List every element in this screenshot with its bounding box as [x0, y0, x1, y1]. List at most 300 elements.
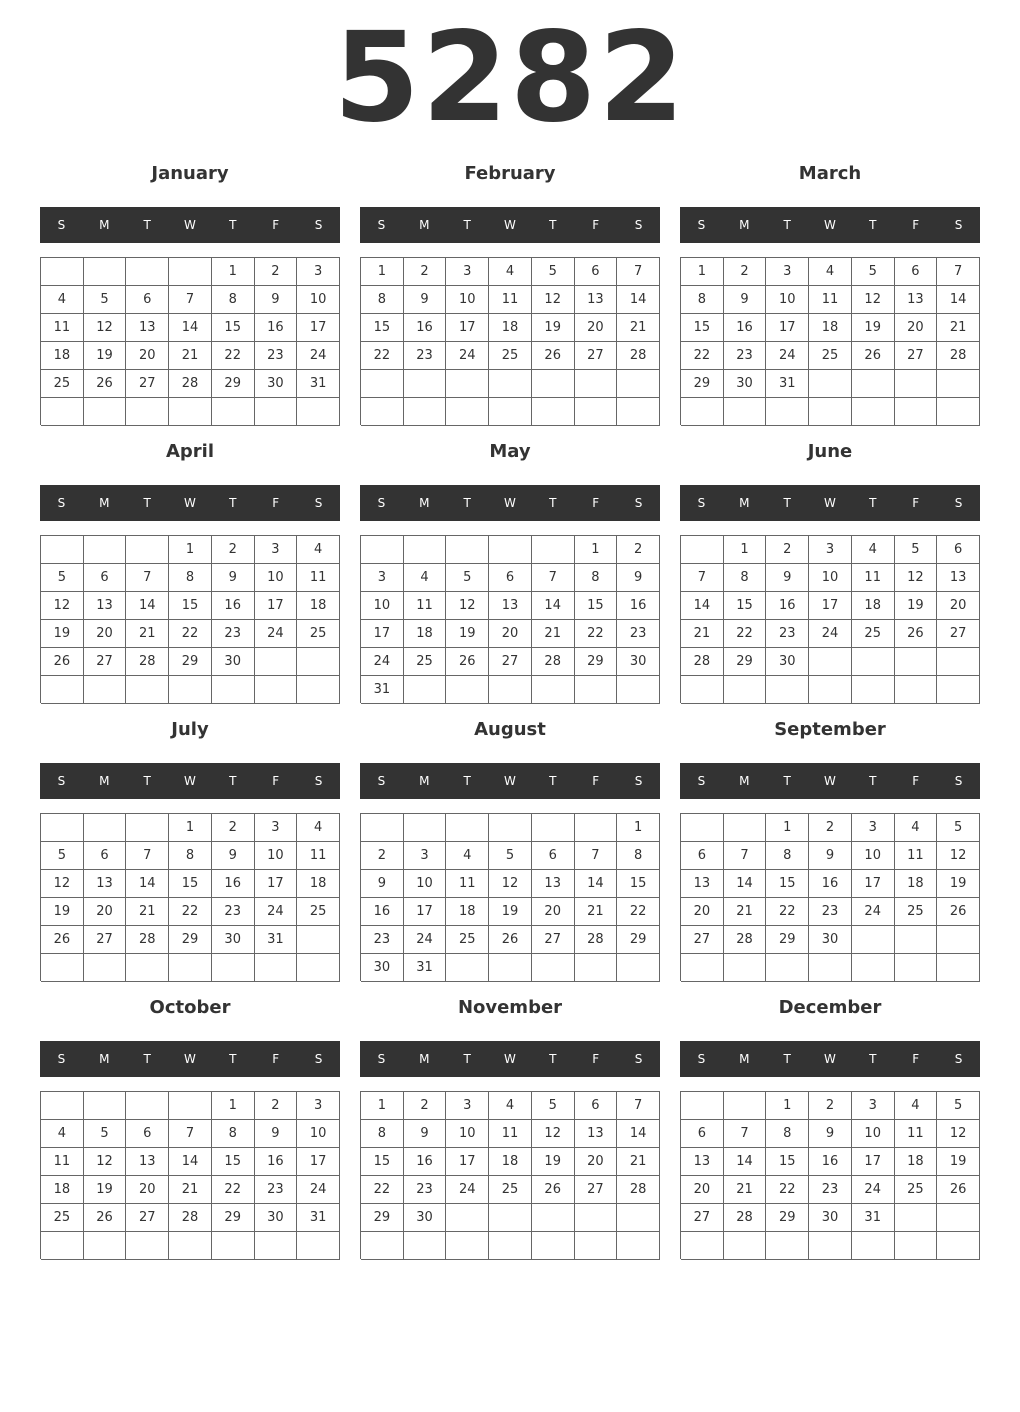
weekday-label: W	[504, 1052, 516, 1066]
day-cell: 21	[617, 314, 660, 342]
day-cell: 23	[809, 1176, 852, 1204]
empty-day-cell	[895, 1204, 938, 1232]
day-cell: 23	[404, 342, 447, 370]
empty-day-cell	[809, 398, 852, 426]
empty-day-cell	[724, 676, 767, 704]
day-cell: 10	[852, 1120, 895, 1148]
day-cell: 12	[84, 314, 127, 342]
day-grid	[680, 1091, 980, 1259]
day-cell: 18	[895, 1148, 938, 1176]
day-cell: 25	[404, 648, 447, 676]
day-cell: 19	[446, 620, 489, 648]
day-cell: 11	[297, 564, 340, 592]
day-cell: 25	[297, 898, 340, 926]
empty-day-cell	[84, 1232, 127, 1260]
day-cell: 25	[895, 1176, 938, 1204]
day-cell: 15	[212, 314, 255, 342]
day-cell: 26	[84, 1204, 127, 1232]
day-cell: 25	[489, 1176, 532, 1204]
empty-day-cell	[575, 814, 618, 842]
day-cell: 16	[617, 592, 660, 620]
empty-day-cell	[852, 398, 895, 426]
day-cell: 27	[681, 1204, 724, 1232]
day-cell: 9	[255, 286, 298, 314]
day-cell: 27	[489, 648, 532, 676]
empty-day-cell	[575, 954, 618, 982]
day-cell: 3	[809, 536, 852, 564]
weekday-label: S	[954, 496, 963, 510]
weekday-label: W	[824, 1052, 836, 1066]
month-name: May	[489, 441, 531, 462]
day-cell: 29	[766, 1204, 809, 1232]
day-cell: 10	[255, 564, 298, 592]
day-cell: 3	[297, 1092, 340, 1120]
weekday-label: M	[739, 218, 750, 232]
empty-day-cell	[937, 954, 980, 982]
day-cell: 28	[724, 926, 767, 954]
day-cell: 12	[41, 870, 84, 898]
day-cell: 18	[809, 314, 852, 342]
day-cell: 9	[809, 1120, 852, 1148]
day-cell: 19	[84, 1176, 127, 1204]
day-cell: 3	[255, 814, 298, 842]
day-cell: 5	[41, 564, 84, 592]
empty-day-cell	[532, 398, 575, 426]
weekday-label: F	[592, 496, 600, 510]
day-cell: 2	[809, 814, 852, 842]
day-cell: 1	[617, 814, 660, 842]
empty-day-cell	[575, 398, 618, 426]
day-cell: 10	[297, 286, 340, 314]
day-cell: 15	[361, 314, 404, 342]
empty-day-cell	[126, 536, 169, 564]
empty-day-cell	[41, 814, 84, 842]
day-cell: 7	[617, 258, 660, 286]
day-cell: 8	[766, 842, 809, 870]
weekday-label: F	[592, 774, 600, 788]
empty-day-cell	[361, 1232, 404, 1260]
day-cell: 12	[446, 592, 489, 620]
empty-day-cell	[297, 954, 340, 982]
empty-day-cell	[84, 398, 127, 426]
day-cell: 5	[532, 1092, 575, 1120]
empty-day-cell	[681, 398, 724, 426]
day-cell: 3	[852, 1092, 895, 1120]
day-cell: 12	[937, 1120, 980, 1148]
day-cell: 19	[937, 1148, 980, 1176]
weekday-label: T	[869, 774, 877, 788]
day-cell: 16	[724, 314, 767, 342]
empty-day-cell	[297, 926, 340, 954]
day-cell: 2	[617, 536, 660, 564]
empty-day-cell	[446, 536, 489, 564]
day-cell: 27	[532, 926, 575, 954]
day-cell: 1	[212, 258, 255, 286]
day-cell: 3	[361, 564, 404, 592]
day-cell: 15	[212, 1148, 255, 1176]
day-cell: 3	[297, 258, 340, 286]
day-cell: 14	[126, 870, 169, 898]
day-cell: 26	[532, 342, 575, 370]
day-cell: 20	[937, 592, 980, 620]
day-cell: 30	[809, 926, 852, 954]
day-cell: 24	[852, 1176, 895, 1204]
day-cell: 5	[41, 842, 84, 870]
empty-day-cell	[724, 1092, 767, 1120]
empty-day-cell	[41, 398, 84, 426]
day-cell: 25	[446, 926, 489, 954]
day-cell: 26	[852, 342, 895, 370]
day-cell: 17	[852, 1148, 895, 1176]
weekday-label: F	[272, 218, 280, 232]
day-cell: 16	[404, 1148, 447, 1176]
day-cell: 14	[532, 592, 575, 620]
day-cell: 30	[255, 1204, 298, 1232]
empty-day-cell	[297, 398, 340, 426]
empty-day-cell	[361, 398, 404, 426]
month-october	[40, 994, 340, 1272]
weekday-label: S	[314, 496, 323, 510]
empty-day-cell	[895, 676, 938, 704]
empty-day-cell	[937, 648, 980, 676]
empty-day-cell	[575, 676, 618, 704]
weekday-label: W	[184, 496, 196, 510]
day-cell: 28	[575, 926, 618, 954]
day-cell: 4	[41, 1120, 84, 1148]
months-grid	[40, 160, 980, 1272]
day-cell: 21	[617, 1148, 660, 1176]
day-cell: 23	[617, 620, 660, 648]
weekday-label: T	[549, 496, 557, 510]
day-cell: 22	[766, 1176, 809, 1204]
day-cell: 17	[404, 898, 447, 926]
day-cell: 12	[532, 286, 575, 314]
day-cell: 13	[575, 286, 618, 314]
empty-day-cell	[446, 814, 489, 842]
day-cell: 15	[169, 592, 212, 620]
day-cell: 30	[766, 648, 809, 676]
day-cell: 10	[446, 1120, 489, 1148]
weekday-label: W	[824, 218, 836, 232]
day-cell: 14	[724, 1148, 767, 1176]
month-march	[680, 160, 980, 438]
day-cell: 6	[575, 258, 618, 286]
day-cell: 15	[681, 314, 724, 342]
day-cell: 10	[404, 870, 447, 898]
day-cell: 22	[617, 898, 660, 926]
day-cell: 27	[895, 342, 938, 370]
day-cell: 18	[489, 314, 532, 342]
month-june	[680, 438, 980, 716]
day-cell: 8	[361, 286, 404, 314]
weekday-header	[680, 207, 980, 243]
day-cell: 5	[532, 258, 575, 286]
empty-day-cell	[895, 398, 938, 426]
day-cell: 21	[532, 620, 575, 648]
day-cell: 22	[212, 342, 255, 370]
day-cell: 25	[41, 370, 84, 398]
empty-day-cell	[681, 676, 724, 704]
weekday-label: T	[229, 218, 237, 232]
month-name: August	[474, 719, 546, 740]
weekday-label: M	[99, 1052, 110, 1066]
empty-day-cell	[489, 676, 532, 704]
day-cell: 15	[724, 592, 767, 620]
day-cell: 19	[937, 870, 980, 898]
empty-day-cell	[84, 1092, 127, 1120]
day-cell: 1	[361, 1092, 404, 1120]
day-cell: 14	[617, 286, 660, 314]
weekday-label: S	[314, 218, 323, 232]
weekday-label: T	[783, 218, 791, 232]
empty-day-cell	[937, 676, 980, 704]
day-cell: 13	[575, 1120, 618, 1148]
empty-day-cell	[126, 258, 169, 286]
empty-day-cell	[895, 1232, 938, 1260]
day-cell: 13	[532, 870, 575, 898]
empty-day-cell	[297, 1232, 340, 1260]
day-cell: 23	[255, 1176, 298, 1204]
day-cell: 1	[212, 1092, 255, 1120]
day-cell: 22	[169, 898, 212, 926]
day-cell: 7	[724, 1120, 767, 1148]
day-grid	[360, 813, 660, 981]
weekday-label: T	[549, 1052, 557, 1066]
day-cell: 6	[681, 842, 724, 870]
empty-day-cell	[446, 954, 489, 982]
weekday-label: T	[869, 1052, 877, 1066]
empty-day-cell	[489, 954, 532, 982]
day-cell: 13	[681, 1148, 724, 1176]
day-cell: 10	[297, 1120, 340, 1148]
day-cell: 23	[361, 926, 404, 954]
day-cell: 9	[255, 1120, 298, 1148]
empty-day-cell	[937, 1204, 980, 1232]
day-cell: 4	[809, 258, 852, 286]
day-cell: 7	[126, 842, 169, 870]
day-cell: 29	[361, 1204, 404, 1232]
month-name: June	[807, 441, 853, 462]
day-cell: 12	[852, 286, 895, 314]
empty-day-cell	[126, 1232, 169, 1260]
weekday-label: S	[57, 774, 66, 788]
day-cell: 19	[41, 898, 84, 926]
day-cell: 17	[361, 620, 404, 648]
empty-day-cell	[575, 1204, 618, 1232]
weekday-label: M	[419, 496, 430, 510]
month-may	[360, 438, 660, 716]
weekday-label: S	[697, 774, 706, 788]
day-cell: 27	[681, 926, 724, 954]
weekday-label: T	[143, 1052, 151, 1066]
empty-day-cell	[937, 370, 980, 398]
empty-day-cell	[852, 676, 895, 704]
day-cell: 11	[852, 564, 895, 592]
empty-day-cell	[361, 370, 404, 398]
weekday-label: M	[419, 774, 430, 788]
day-cell: 23	[212, 898, 255, 926]
empty-day-cell	[681, 954, 724, 982]
empty-day-cell	[84, 258, 127, 286]
empty-day-cell	[41, 1092, 84, 1120]
day-cell: 1	[169, 536, 212, 564]
day-cell: 7	[169, 1120, 212, 1148]
weekday-label: S	[634, 774, 643, 788]
empty-day-cell	[41, 1232, 84, 1260]
day-cell: 28	[126, 648, 169, 676]
day-cell: 16	[404, 314, 447, 342]
weekday-label: S	[954, 774, 963, 788]
day-cell: 30	[361, 954, 404, 982]
day-cell: 12	[937, 842, 980, 870]
empty-day-cell	[724, 1232, 767, 1260]
weekday-header	[680, 1041, 980, 1077]
day-cell: 20	[84, 620, 127, 648]
day-cell: 31	[255, 926, 298, 954]
weekday-label: F	[912, 496, 920, 510]
month-november	[360, 994, 660, 1272]
day-cell: 20	[575, 1148, 618, 1176]
empty-day-cell	[404, 814, 447, 842]
day-cell: 19	[84, 342, 127, 370]
day-cell: 4	[297, 814, 340, 842]
day-cell: 21	[575, 898, 618, 926]
weekday-label: S	[377, 496, 386, 510]
day-cell: 1	[766, 814, 809, 842]
empty-day-cell	[681, 536, 724, 564]
day-cell: 20	[681, 898, 724, 926]
empty-day-cell	[489, 1232, 532, 1260]
day-cell: 30	[212, 926, 255, 954]
day-cell: 15	[169, 870, 212, 898]
day-cell: 30	[255, 370, 298, 398]
day-cell: 28	[169, 1204, 212, 1232]
day-cell: 17	[297, 1148, 340, 1176]
empty-day-cell	[212, 398, 255, 426]
day-cell: 4	[895, 814, 938, 842]
day-cell: 15	[766, 1148, 809, 1176]
day-grid	[360, 257, 660, 425]
day-cell: 22	[212, 1176, 255, 1204]
day-cell: 2	[809, 1092, 852, 1120]
day-cell: 25	[489, 342, 532, 370]
day-cell: 30	[809, 1204, 852, 1232]
day-cell: 11	[809, 286, 852, 314]
day-cell: 10	[361, 592, 404, 620]
day-cell: 30	[404, 1204, 447, 1232]
weekday-header	[360, 207, 660, 243]
day-cell: 23	[404, 1176, 447, 1204]
empty-day-cell	[255, 954, 298, 982]
day-cell: 28	[681, 648, 724, 676]
empty-day-cell	[895, 648, 938, 676]
day-cell: 9	[212, 842, 255, 870]
day-cell: 9	[361, 870, 404, 898]
day-cell: 21	[169, 342, 212, 370]
weekday-label: T	[229, 496, 237, 510]
day-cell: 25	[895, 898, 938, 926]
day-cell: 13	[84, 592, 127, 620]
weekday-label: S	[634, 218, 643, 232]
empty-day-cell	[297, 648, 340, 676]
day-cell: 26	[84, 370, 127, 398]
day-cell: 6	[681, 1120, 724, 1148]
weekday-label: W	[184, 1052, 196, 1066]
empty-day-cell	[404, 370, 447, 398]
empty-day-cell	[169, 1092, 212, 1120]
day-cell: 24	[361, 648, 404, 676]
day-cell: 9	[404, 1120, 447, 1148]
empty-day-cell	[617, 370, 660, 398]
day-cell: 22	[361, 342, 404, 370]
empty-day-cell	[532, 676, 575, 704]
day-cell: 19	[489, 898, 532, 926]
day-grid	[40, 535, 340, 703]
weekday-header	[40, 207, 340, 243]
day-cell: 8	[212, 286, 255, 314]
day-cell: 12	[41, 592, 84, 620]
day-cell: 6	[532, 842, 575, 870]
empty-day-cell	[255, 1232, 298, 1260]
day-cell: 1	[766, 1092, 809, 1120]
day-cell: 2	[724, 258, 767, 286]
day-cell: 6	[126, 286, 169, 314]
weekday-header	[680, 763, 980, 799]
empty-day-cell	[126, 1092, 169, 1120]
day-cell: 3	[404, 842, 447, 870]
day-cell: 16	[809, 1148, 852, 1176]
empty-day-cell	[766, 1232, 809, 1260]
day-cell: 21	[169, 1176, 212, 1204]
day-cell: 27	[575, 342, 618, 370]
weekday-label: F	[592, 218, 600, 232]
weekday-label: M	[739, 1052, 750, 1066]
empty-day-cell	[84, 676, 127, 704]
weekday-label: S	[314, 774, 323, 788]
day-cell: 14	[169, 314, 212, 342]
day-cell: 2	[255, 1092, 298, 1120]
day-cell: 1	[681, 258, 724, 286]
day-grid	[40, 1091, 340, 1259]
empty-day-cell	[84, 536, 127, 564]
empty-day-cell	[255, 648, 298, 676]
empty-day-cell	[297, 676, 340, 704]
day-cell: 2	[212, 814, 255, 842]
month-name: January	[151, 163, 229, 184]
day-cell: 25	[297, 620, 340, 648]
weekday-label: S	[697, 218, 706, 232]
day-cell: 22	[766, 898, 809, 926]
day-cell: 13	[126, 314, 169, 342]
empty-day-cell	[852, 954, 895, 982]
weekday-label: T	[463, 774, 471, 788]
day-cell: 29	[617, 926, 660, 954]
day-cell: 4	[895, 1092, 938, 1120]
day-cell: 26	[937, 898, 980, 926]
day-cell: 27	[937, 620, 980, 648]
day-cell: 6	[575, 1092, 618, 1120]
day-cell: 2	[404, 258, 447, 286]
day-cell: 13	[489, 592, 532, 620]
day-cell: 2	[404, 1092, 447, 1120]
empty-day-cell	[937, 926, 980, 954]
day-cell: 24	[852, 898, 895, 926]
day-cell: 18	[297, 592, 340, 620]
day-cell: 23	[724, 342, 767, 370]
weekday-label: S	[377, 774, 386, 788]
empty-day-cell	[532, 814, 575, 842]
weekday-label: W	[504, 774, 516, 788]
